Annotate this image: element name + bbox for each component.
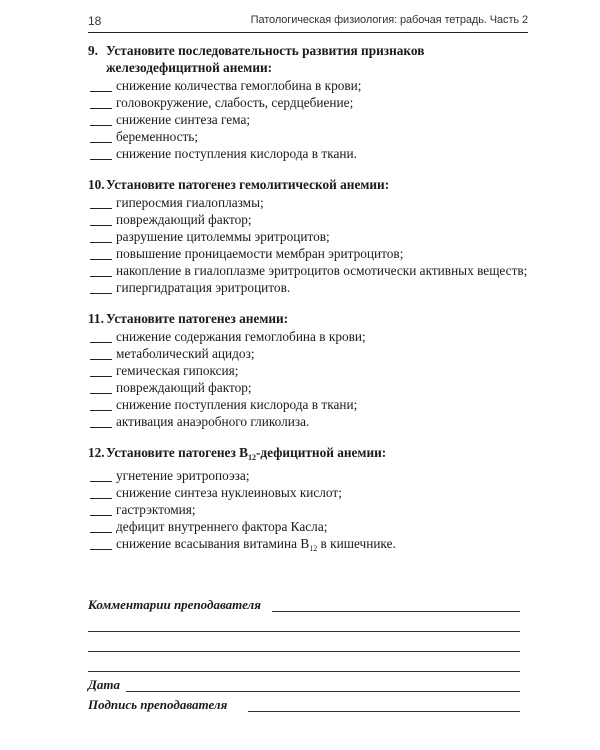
option-item [88, 345, 540, 362]
option-item [88, 279, 540, 296]
question-text: Установите патогенез гемолитической анемии: [106, 177, 390, 192]
question-title [88, 42, 540, 76]
teacher-footer [88, 595, 520, 715]
questions-section [88, 42, 540, 571]
signature-line[interactable] [248, 711, 520, 712]
comments-row [88, 595, 520, 615]
option-item [88, 396, 540, 413]
date-line[interactable] [126, 691, 520, 692]
option-list [88, 328, 540, 430]
comments-line[interactable] [272, 611, 520, 612]
option-text: снижение поступления кислорода в ткани; [116, 397, 358, 412]
option-item [88, 111, 540, 128]
option-item [88, 328, 540, 345]
option-text: повышение проницаемости мембран эритроцитов; [116, 246, 404, 261]
option-item [88, 413, 540, 430]
question-text-prefix: Установите патогенез B [106, 445, 248, 460]
answer-blank[interactable] [90, 194, 112, 209]
question-title [88, 176, 540, 193]
option-item [88, 245, 540, 262]
running-title: Патологическая физиология: рабочая тетрадь. Часть 2 [250, 14, 528, 26]
answer-blank[interactable] [90, 211, 112, 226]
signature-row [88, 695, 520, 715]
answer-blank[interactable] [90, 396, 112, 411]
option-text: разрушение цитолеммы эритроцитов; [116, 229, 330, 244]
option-item [88, 484, 540, 501]
signature-label: Подпись преподавателя [88, 697, 231, 713]
question-title [88, 310, 540, 327]
option-text: накопление в гиалоплазме эритроцитов осмотически активных веществ; [116, 263, 528, 278]
option-text-prefix: снижение всасывания витамина B [116, 536, 310, 551]
question-10 [88, 176, 540, 296]
answer-blank[interactable] [90, 535, 112, 550]
date-row [88, 675, 520, 695]
option-item [88, 262, 540, 279]
question-11 [88, 310, 540, 430]
option-text: снижение количества гемоглобина в крови; [116, 78, 362, 93]
answer-blank[interactable] [90, 77, 112, 92]
comments-line[interactable] [88, 651, 520, 652]
option-item [88, 128, 540, 145]
option-text: гипергидратация эритроцитов. [116, 280, 291, 295]
option-text: снижение поступления кислорода в ткани. [116, 146, 357, 161]
comments-label: Комментарии преподавателя [88, 597, 265, 613]
option-item [88, 228, 540, 245]
option-text: дефицит внутреннего фактора Касла; [116, 519, 328, 534]
option-item [88, 94, 540, 111]
answer-blank[interactable] [90, 484, 112, 499]
question-number: 12. [88, 445, 105, 460]
answer-blank[interactable] [90, 345, 112, 360]
question-text: Установите последовательность развития признаков железодефицитной анемии: [106, 43, 425, 75]
option-text: головокружение, слабость, сердцебиение; [116, 95, 354, 110]
answer-blank[interactable] [90, 111, 112, 126]
option-item [88, 379, 540, 396]
answer-blank[interactable] [90, 145, 112, 160]
option-text-suffix: в кишечнике. [317, 536, 396, 551]
option-item [88, 211, 540, 228]
answer-blank[interactable] [90, 128, 112, 143]
comments-extra-row [88, 635, 520, 655]
option-text: активация анаэробного гликолиза. [116, 414, 310, 429]
answer-blank[interactable] [90, 245, 112, 260]
option-item [88, 194, 540, 211]
option-text-subscript: 12 [309, 544, 318, 553]
option-text: гастрэктомия; [116, 502, 196, 517]
option-text: снижение синтеза гема; [116, 112, 251, 127]
answer-blank[interactable] [90, 467, 112, 482]
option-item [88, 501, 540, 518]
comments-extra-row [88, 615, 520, 635]
answer-blank[interactable] [90, 279, 112, 294]
page-number: 18 [88, 14, 102, 28]
option-text: гиперосмия гиалоплазмы; [116, 195, 264, 210]
question-9 [88, 42, 540, 162]
page-header [88, 14, 528, 33]
answer-blank[interactable] [90, 228, 112, 243]
option-text: беременность; [116, 129, 199, 144]
question-text-suffix: -дефицитной анемии: [255, 445, 387, 460]
answer-blank[interactable] [90, 362, 112, 377]
question-number: 9. [88, 43, 98, 58]
question-text: Установите патогенез анемии: [106, 311, 289, 326]
option-item [88, 535, 540, 557]
question-title [88, 444, 540, 466]
option-text: повреждающий фактор; [116, 212, 252, 227]
option-list [88, 77, 540, 162]
option-text: угнетение эритропоэза; [116, 468, 250, 483]
option-item [88, 518, 540, 535]
option-item [88, 467, 540, 484]
comments-line[interactable] [88, 671, 520, 672]
option-item [88, 77, 540, 94]
option-list [88, 194, 540, 296]
answer-blank[interactable] [90, 262, 112, 277]
option-text: снижение содержания гемоглобина в крови; [116, 329, 366, 344]
option-item [88, 145, 540, 162]
answer-blank[interactable] [90, 379, 112, 394]
option-text: повреждающий фактор; [116, 380, 252, 395]
option-item [88, 362, 540, 379]
option-list [88, 467, 540, 557]
comments-line[interactable] [88, 631, 520, 632]
option-text: снижение синтеза нуклеиновых кислот; [116, 485, 342, 500]
option-text: метаболический ацидоз; [116, 346, 255, 361]
question-number: 11. [88, 311, 104, 326]
option-text: гемическая гипоксия; [116, 363, 239, 378]
answer-blank[interactable] [90, 518, 112, 533]
answer-blank[interactable] [90, 501, 112, 516]
answer-blank[interactable] [90, 94, 112, 109]
question-text-subscript: 12 [247, 453, 256, 462]
question-12 [88, 444, 540, 557]
question-number: 10. [88, 177, 105, 192]
answer-blank[interactable] [90, 413, 112, 428]
answer-blank[interactable] [90, 328, 112, 343]
date-label: Дата [88, 677, 124, 693]
comments-extra-row [88, 655, 520, 675]
